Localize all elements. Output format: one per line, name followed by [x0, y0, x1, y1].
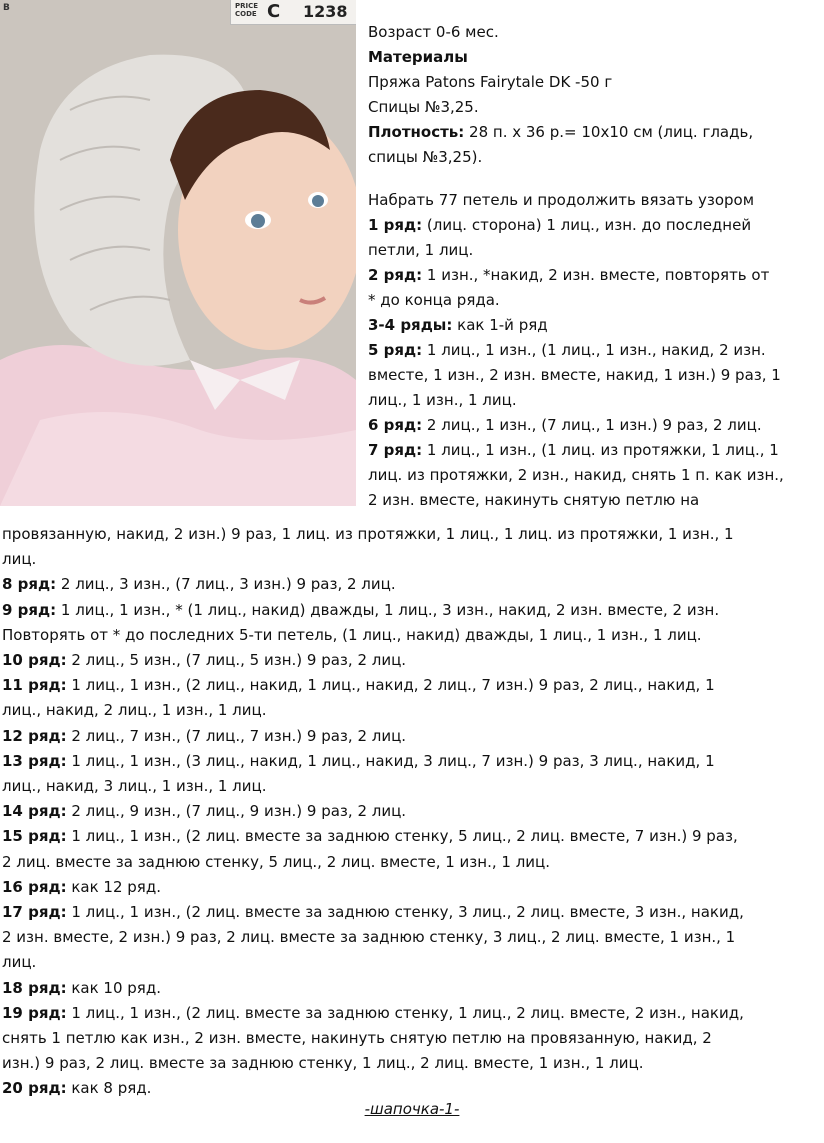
full-row-line [2, 749, 820, 774]
gauge-line [368, 120, 818, 145]
gauge-line-2: спицы №3,25). [368, 148, 483, 166]
right-row-line [368, 488, 818, 513]
row-text: 2 лиц., 5 изн., (7 лиц., 5 изн.) 9 раз, 2 лиц. [66, 651, 407, 670]
full-row-line [2, 623, 820, 648]
full-row-line [2, 1051, 820, 1076]
baby-bonnet-photo [0, 0, 356, 506]
right-row-line [368, 463, 818, 488]
full-row-line [2, 698, 820, 723]
row-text: лиц. [2, 953, 37, 972]
rows-right-list [368, 213, 818, 513]
full-row-line [2, 648, 820, 673]
right-row-line [368, 363, 818, 388]
right-row-line [368, 288, 818, 313]
row-text: 1 изн., *накид, 2 изн. вместе, повторять от [422, 266, 770, 284]
full-row-line [2, 1001, 820, 1026]
row-text: 2 лиц., 1 изн., (7 лиц., 1 изн.) 9 раз, 2 лиц. [422, 416, 762, 434]
yarn-text: Пряжа Patons Fairytale DK -50 г [368, 73, 613, 91]
row-text: изн.) 9 раз, 2 лиц. вместе за заднюю стенку, 1 лиц., 2 лиц. вместе, 1 изн., 1 лиц. [2, 1054, 644, 1073]
row-label: 9 ряд: [2, 600, 57, 619]
row-text: 1 лиц., 1 изн., (2 лиц. вместе за заднюю стенку, 5 лиц., 2 лиц. вместе, 7 изн.) 9 раз, [66, 827, 738, 846]
row-label: 14 ряд: [2, 802, 67, 821]
row-text: вместе, 1 изн., 2 изн. вместе, накид, 1 изн.) 9 раз, 1 [368, 366, 781, 384]
row-7-continued [2, 522, 820, 572]
age-text: Возраст 0-6 мес. [368, 23, 499, 41]
row-label: 10 ряд: [2, 651, 67, 670]
row-text: 2 лиц. вместе за заднюю стенку, 5 лиц., 2 лиц. вместе, 1 изн., 1 лиц. [2, 852, 551, 871]
right-row-line [368, 388, 818, 413]
row-text: 1 лиц., 1 изн., * (1 лиц., накид) дважды, 1 лиц., 3 изн., накид, 2 изн. вместе, 2 изн. [56, 600, 720, 619]
row-label: 8 ряд: [2, 575, 57, 594]
row-label: 18 ряд: [2, 978, 67, 997]
row-label: 20 ряд: [2, 1079, 67, 1098]
full-row-line [2, 875, 820, 900]
price-code-number: 1238 [303, 2, 348, 21]
row-text: как 12 ряд. [66, 877, 161, 896]
full-row-line [2, 598, 820, 623]
row-text: 2 изн. вместе, 2 изн.) 9 раз, 2 лиц. вместе за заднюю стенку, 3 лиц., 2 лиц. вместе, 1 изн., 1 [2, 928, 736, 947]
row-label: 7 ряд: [368, 441, 423, 459]
row-text: 1 лиц., 1 изн., (3 лиц., накид, 1 лиц., накид, 3 лиц., 7 изн.) 9 раз, 3 лиц., накид, 1 [66, 751, 715, 770]
row-text: * до конца ряда. [368, 291, 500, 309]
row-text: лиц., накид, 3 лиц., 1 изн., 1 лиц. [2, 777, 267, 796]
row-text: 1 лиц., 1 изн., (1 лиц., 1 изн., накид, 2 изн. [422, 341, 766, 359]
row-text: снять 1 петлю как изн., 2 изн. вместе, накинуть снятую петлю на провязанную, накид, 2 [2, 1029, 712, 1048]
pattern-header [368, 20, 818, 513]
materials-title: Материалы [368, 48, 468, 66]
price-code-letter: C [267, 1, 281, 22]
row-7-continued-line: провязанную, накид, 2 изн.) 9 раз, 1 лиц. из протяжки, 1 лиц., 1 лиц. из протяжки, 1 изн., 1 [2, 525, 734, 543]
row-text: лиц. из протяжки, 2 изн., накид, снять 1 п. как изн., [368, 466, 784, 484]
row-label: 16 ряд: [2, 877, 67, 896]
row-label: 11 ряд: [2, 676, 67, 695]
right-row-line [368, 263, 818, 288]
row-text: петли, 1 лиц. [368, 241, 474, 259]
full-row-line [2, 950, 820, 975]
row-text: как 10 ряд. [66, 978, 161, 997]
intro-text: Набрать 77 петель и продолжить вязать узором [368, 191, 755, 209]
row-label: 1 ряд: [368, 216, 423, 234]
row-text: 2 лиц., 9 изн., (7 лиц., 9 изн.) 9 раз, 2 лиц. [66, 802, 407, 821]
photo-illustration [0, 0, 356, 506]
full-row-line [2, 572, 820, 597]
row-text: как 1-й ряд [452, 316, 548, 334]
row-7-continued-line: лиц. [2, 550, 37, 569]
full-row-line [2, 850, 820, 875]
row-label: 12 ряд: [2, 726, 67, 745]
pattern-rows [2, 522, 820, 1102]
right-row-line [368, 238, 818, 263]
row-label: 13 ряд: [2, 751, 67, 770]
right-row-line [368, 413, 818, 438]
right-row-line [368, 338, 818, 363]
full-row-line [2, 724, 820, 749]
needles-text: Спицы №3,25. [368, 98, 479, 116]
right-row-line [368, 438, 818, 463]
gauge-value: 28 п. х 36 р.= 10х10 см (лиц. гладь, [464, 123, 754, 141]
full-row-line [2, 824, 820, 849]
full-row-line [2, 1076, 820, 1101]
row-label: 17 ряд: [2, 903, 67, 922]
price-code-box [230, 0, 356, 25]
row-label: 19 ряд: [2, 1003, 67, 1022]
row-label: 15 ряд: [2, 827, 67, 846]
row-text: как 8 ряд. [66, 1079, 152, 1098]
caption: -шапочка-1- [364, 1100, 460, 1118]
row-text: (лиц. сторона) 1 лиц., изн. до последней [422, 216, 752, 234]
corner-mark: B [3, 3, 10, 13]
gauge-label: Плотность: [368, 123, 465, 141]
row-label: 6 ряд: [368, 416, 423, 434]
row-label: 3-4 ряды: [368, 316, 453, 334]
row-text: 1 лиц., 1 изн., (1 лиц. из протяжки, 1 лиц., 1 [422, 441, 779, 459]
full-row-line [2, 673, 820, 698]
row-text: 2 лиц., 7 изн., (7 лиц., 7 изн.) 9 раз, 2 лиц. [66, 726, 407, 745]
full-row-line [2, 925, 820, 950]
full-row-line [2, 900, 820, 925]
row-text: лиц., 1 изн., 1 лиц. [368, 391, 517, 409]
row-text: 1 лиц., 1 изн., (2 лиц., накид, 1 лиц., накид, 2 лиц., 7 изн.) 9 раз, 2 лиц., накид, 1 [66, 676, 715, 695]
rows-full-list [2, 572, 820, 1101]
full-row-line [2, 976, 820, 1001]
row-label: 2 ряд: [368, 266, 423, 284]
price-label: PRICE CODE [235, 2, 259, 18]
row-text: Повторять от * до последних 5-ти петель, (1 лиц., накид) дважды, 1 лиц., 1 изн., 1 лиц. [2, 625, 702, 644]
full-row-line [2, 1026, 820, 1051]
right-row-line [368, 213, 818, 238]
row-text: 1 лиц., 1 изн., (2 лиц. вместе за заднюю стенку, 1 лиц., 2 лиц. вместе, 2 изн., накид, [66, 1003, 744, 1022]
row-text: 2 изн. вместе, накинуть снятую петлю на [368, 491, 700, 509]
row-text: 1 лиц., 1 изн., (2 лиц. вместе за заднюю стенку, 3 лиц., 2 лиц. вместе, 3 изн., накид, [66, 903, 744, 922]
row-label: 5 ряд: [368, 341, 423, 359]
row-text: лиц., накид, 2 лиц., 1 изн., 1 лиц. [2, 701, 267, 720]
full-row-line [2, 774, 820, 799]
right-row-line [368, 313, 818, 338]
row-text: 2 лиц., 3 изн., (7 лиц., 3 изн.) 9 раз, 2 лиц. [56, 575, 396, 594]
full-row-line [2, 799, 820, 824]
